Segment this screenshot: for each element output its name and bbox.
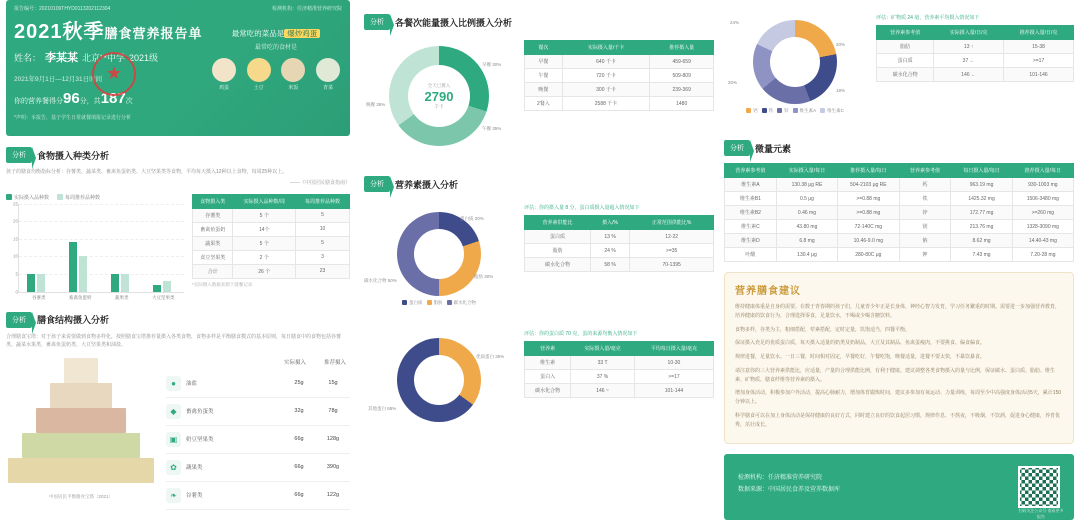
table-row: 维生素B1 0.5 μg >=0.88 mg 铁 1425.32 mg 1506-3480 mg (725, 192, 1074, 206)
footer-org: 检测机构：任济精准营养研究院 (738, 475, 823, 482)
pyramid-graphic (6, 358, 156, 490)
report-header-card (6, 0, 350, 136)
table-row: 碳水化合物 58 % 70-1395 (525, 258, 714, 272)
table-row: 维生素A 130.38 μg RE 504-2103 μg RE 钙 963.19 mg 930-1003 mg (725, 178, 1074, 192)
table-row: 谷薯类 5 个 5 (193, 208, 350, 222)
chart-plot-area (12, 201, 184, 294)
nutrient-note-1: 评估：你的摄入量 8 分，蛋白质摄入量超入情况如下 (524, 205, 640, 211)
donut-annotation: 20% (728, 80, 738, 85)
section-quote: ——《中国居民膳食指南》 (289, 179, 350, 186)
donut-ring (389, 46, 489, 146)
table-row: 午餐 720 千卡 509-809 (525, 69, 714, 83)
meal-ratio-content (364, 40, 714, 158)
list-item: 鸡蛋 (210, 58, 238, 91)
table-row: 食豆坚果类 2 个 3 (193, 250, 350, 264)
column-middle (364, 0, 714, 438)
donut-annotation: 优质蛋白 35% (476, 354, 505, 359)
table-row: 合计 26 个 23 (193, 264, 350, 278)
list-item: ● 油盐 25g 15g (166, 370, 350, 398)
legend-item: 维生素A (793, 108, 817, 114)
intake-table (192, 194, 350, 279)
section-title: 食物摄入种类分析 (37, 150, 110, 161)
section-micro-elements (724, 140, 1074, 262)
rice-icon (281, 58, 305, 82)
oil-salt-icon: ● (166, 376, 181, 391)
section-title: 营养素摄入分析 (395, 179, 459, 190)
table-row: 2餐入 2588 千卡 1480 (525, 97, 714, 111)
food-pyramid-image (6, 358, 156, 510)
section-tag: 分析 (364, 14, 390, 30)
section-title: 微量元素 (755, 143, 792, 154)
list-item: 青菜 (314, 58, 342, 91)
table-header-row: 营养素参考值 实际摄入量/日/克 推荐摄入量/日/克 (877, 26, 1074, 40)
x-axis-labels: 谷薯类 畜禽鱼蛋奶 蔬果类 大豆坚果类 (32, 294, 175, 300)
table-row: 碳水化合物 146 ~ 101-144 (525, 384, 714, 398)
bar-chart (6, 194, 184, 301)
donut-annotation: 18% (836, 88, 846, 93)
section-nutrients (364, 176, 714, 438)
donut-annotation: 晚餐 35% (366, 102, 386, 107)
section-tag: 分析 (6, 312, 32, 328)
table-header-row: 食物摄入类 实际摄入品种数/周 每周推荐品种数 (193, 194, 350, 208)
donut-annotation: 24% (730, 20, 740, 25)
column-right (724, 0, 1074, 520)
table-header-row: 餐次 实际摄入量/千卡 推荐摄入量 (525, 41, 714, 55)
bar-group (149, 204, 175, 292)
donut-center-label: 全天已摄入 2790 千卡 (408, 65, 470, 127)
meal-donut-chart (364, 40, 514, 158)
advice-paragraph: 增加身体活动，积极参加户外活动，提高心肺耐力，增加体育锻炼时间，建议多参加有氧运动、力量训练，每周至少中高强度身体活动5天，累计150分钟以上。 (735, 390, 1062, 405)
nutrient-row-2 (364, 330, 714, 438)
donut-annotation: 碳水化合物 50% (364, 278, 397, 283)
bar-group (107, 204, 133, 292)
legend-item: 蛋白质 (402, 300, 423, 306)
bar-group (65, 204, 91, 292)
section-title: 膳食结构摄入分析 (37, 315, 110, 325)
section-title: 各餐次能量摄入比例摄入分析 (395, 17, 513, 28)
bar-group (23, 204, 49, 292)
report-number: 报告编号：20210109THYD0113202112304 (14, 6, 111, 12)
advice-paragraph: 科学膳食可以在加上身体活动是保持健康的良好方式，同时建立良好的饮食起居习惯，规律作息，不熬夜，不吸烟，不饮酒，促进身心健康，养育优秀，茁壮成长。 (735, 412, 1061, 428)
advice-paragraph: 保证摄入充足的优质蛋白质，每天摄入适量的奶类及奶制品，大豆及其制品、鱼禽蛋瘦肉，不要挑食、偏食偏食。 (735, 340, 986, 347)
intake-table-wrap (192, 194, 350, 301)
nutrient-table-2-wrap (524, 330, 714, 438)
y-axis: 25 20 15 10 5 0 (12, 201, 18, 294)
section-desc: 合理膳食宝塔：对于孩子来说要做到食物多样化，按照膳食宝塔推荐量摄入各类食物，食物多样是平衡膳食模式的基本原则，每日膳食中的食物包括谷薯类、蔬菜水果类、畜禽鱼蛋奶类、大豆坚果类和油盐。 (6, 333, 342, 348)
donut-ring (397, 212, 481, 296)
nutrient-table-1 (524, 215, 714, 272)
column-left (6, 0, 350, 510)
table-row: 晚餐 300 千卡 239-369 (525, 83, 714, 97)
donut-annotation: 蛋白质 20% (460, 216, 484, 221)
advice-paragraph: 规律进餐，足量饮水。一日三餐，时间相对固定，早餐吃好，午餐吃饱，晚餐适量，进餐不要太快，不暴饮暴食。 (735, 354, 986, 360)
micro-donut-row (724, 14, 1074, 126)
micro-donut-table-wrap (876, 14, 1074, 126)
section-tag: 分析 (6, 147, 32, 163)
chart-legend (364, 300, 514, 306)
meat-egg-icon: ◆ (166, 404, 181, 419)
donut-ring (753, 20, 837, 104)
section-desc: 孩子的膳食均衡指标分析：谷薯类、蔬菜类、畜禽鱼蛋奶类、大豆坚果类等食物，平均每天摄入12种以上食物，每周25种以上。 (6, 169, 288, 175)
image-caption: 中国居民平衡膳食宝塔（2021） (48, 493, 113, 499)
list-item: ◆ 畜禽鱼蛋类 32g 78g (166, 398, 350, 426)
section-header (724, 140, 1074, 156)
section-header (6, 312, 350, 328)
pyramid-list (166, 358, 350, 510)
section-meal-ratio (364, 14, 714, 158)
table-row: 蛋白质 37 ← >=17 (877, 54, 1074, 68)
macro-donut-chart (364, 204, 514, 312)
intake-chart-and-table (6, 194, 350, 301)
donut-annotation: 午餐 35% (482, 126, 502, 131)
report-org: 检测机构：任济精准营养研究院 (271, 6, 342, 12)
advice-paragraph: 请注意你的三大营养素供能比，应适量，产量的合理供能比例，有利于健康。建议调整各类食物摄入的量与比例，保证碳水、蛋白质、脂肪、维生素、矿物质、膳食纤维等营养素的摄入。 (735, 367, 1056, 383)
table-row: 脂肪 13 ↑ 15-38 (877, 40, 1074, 54)
table-row: 早餐 640 千卡 459-659 (525, 55, 714, 69)
advice-paragraph: 维持健康体重是自身的需要。在数于青春期的孩子们，儿童青少年正是长身体，神经心智力发育，学习任务繁重的时期。需要进一步加强营养教育，培养健康的饮食行为，合理选择零食，足量饮水，不喝或少喝含糖饮料。 (735, 304, 1061, 319)
grain-icon: ❧ (166, 488, 181, 503)
potato-icon (247, 58, 271, 82)
student-line: 姓名： 李某某 北京**中学 2021级 (14, 52, 159, 64)
favorite-dish-title: 最常吃的菜品是 爆炒鸡蛋 (210, 28, 342, 39)
legend-item: 脂肪 (427, 300, 443, 306)
table-row: 维生素 33 T 10-30 (525, 356, 714, 370)
legend-item: 维生素C (820, 108, 844, 114)
date-range: 2021年9月1日—12月31日时间 (14, 76, 103, 83)
favorite-ingredient-list (210, 58, 342, 91)
favorite-ingredient-title: 最常吃的食材是 (254, 45, 297, 51)
vegetable-icon (316, 58, 340, 82)
vegetable-fruit-icon: ✿ (166, 460, 181, 475)
section-header (364, 14, 714, 30)
section-header (6, 147, 350, 163)
header-meta (6, 0, 350, 12)
legend-item: 每周推荐品种数 (57, 194, 100, 201)
table-row: 碳水化合物 146 ← 101-146 (877, 68, 1074, 82)
table-header-row: 营养素供能比 摄入/% 正常范围供能比% (525, 216, 714, 230)
page-title: 2021秋季膳食营养报告单 (14, 21, 203, 43)
micro-elements-table (724, 163, 1074, 262)
table-row: 蛋白质 13 % 12-22 (525, 230, 714, 244)
seal-stamp-icon (92, 52, 136, 96)
section-header (364, 176, 714, 192)
section-intake-species (6, 147, 350, 301)
egg-icon (212, 58, 236, 82)
chart-legend (724, 108, 866, 114)
section-tag: 分析 (724, 140, 750, 156)
legend-item: 钙 (746, 108, 758, 114)
pyramid-list-header: 实际摄入 推荐摄入 (283, 359, 346, 366)
dairy-bean-icon: ▣ (166, 432, 181, 447)
meal-ratio-table (524, 40, 714, 111)
table-row: 叶酸 130.4 μg 280-80C μg 钾 7.43 mg 7.20-28 mg (725, 248, 1074, 262)
list-item: ❧ 谷薯类 66g 122g (166, 482, 350, 510)
advice-title: 营养膳食建议 (735, 286, 801, 297)
section-pyramid (6, 312, 350, 510)
list-item: ▣ 奶豆坚果类 66g 128g (166, 426, 350, 454)
table-header-row: 营养素 实际摄入量/毫克 平均每日摄入量/毫克 (525, 342, 714, 356)
score-line: 你的营养餐得分96分，共187次 (14, 90, 133, 107)
table-row: 蔬果类 5 个 5 (193, 236, 350, 250)
footer-text (738, 472, 840, 496)
table-row: 维生素C 43.80 mg 72-140C mg 镁 213.76 mg 1328-3090 mg (725, 220, 1074, 234)
table-note: *实际摄入数据来源于就餐记录 (192, 281, 253, 287)
donut-annotation: 脂肪 30% (474, 274, 494, 279)
qr-caption: 扫码关注公众号 查看更多报告 (1018, 508, 1064, 520)
table-row: 脂肪 24 % >=35 (525, 244, 714, 258)
list-item: 土豆 (245, 58, 273, 91)
section-tag: 分析 (364, 176, 390, 192)
list-item: ✿ 蔬果类 66g 390g (166, 454, 350, 482)
footer-source: 数据来源：中国居民食养及营养数据库 (738, 487, 841, 494)
micro-note: 评估：矿物质 24 毫，营养素平均摄入情况如下 (876, 15, 980, 21)
nutrient-table-2 (524, 341, 714, 398)
donut-annotation: 20% (836, 42, 846, 47)
legend-item: 实际摄入品种数 (6, 194, 49, 201)
donut-annotation: 其他蛋白 65% (368, 406, 397, 411)
header-footnote: *声明：本报告，基于学生日常就餐填报记录进行分析 (14, 115, 131, 121)
advice-card (724, 272, 1074, 444)
table-row: 维生素D 6.8 mg 10.46-9.0 mg 钠 8.62 mg 14.40-43 mg (725, 234, 1074, 248)
meal-ratio-table-wrap (524, 40, 714, 158)
chart-legend (6, 194, 184, 201)
donut-ring (397, 338, 481, 422)
nutrient-row-1 (364, 204, 714, 312)
nutrient-table-1-wrap (524, 204, 714, 312)
legend-item: 锌 (777, 108, 789, 114)
list-item: 米饭 (279, 58, 307, 91)
table-header-row: 营养素参考值 实际摄入量/每日 推荐摄入量/每日 营养素参考值 每日摄入量/每日 推荐摄入量/每日 (725, 164, 1074, 178)
advice-paragraph: 食物多样，谷类为主，粗细搭配，荤素搭配，定时定量，饥饱适当，四餐平衡。 (735, 326, 911, 333)
qr-code-icon[interactable] (1018, 466, 1060, 508)
table-row: 畜禽鱼蛋奶 14个 10 (193, 222, 350, 236)
micro-donut-table (876, 25, 1074, 82)
legend-item: 碳水化合物 (447, 300, 477, 306)
favorite-dish-block (210, 28, 342, 91)
table-row: 维生素B2 0.46 mg >=0.88 mg 锌 172.77 mg >=260 mg (725, 206, 1074, 220)
legend-item: 铁 (762, 108, 774, 114)
table-row: 蛋白入 37 % >=17 (525, 370, 714, 384)
mineral-donut-chart (724, 14, 866, 126)
donut-annotation: 早餐 30% (482, 62, 502, 67)
nutrient-note-2: 评估：你的蛋白质 70 克，蛋的来源均衡入情况如下 (524, 331, 638, 337)
pyramid-block (6, 358, 350, 510)
report-footer (724, 454, 1074, 520)
protein-donut-chart (364, 330, 514, 438)
